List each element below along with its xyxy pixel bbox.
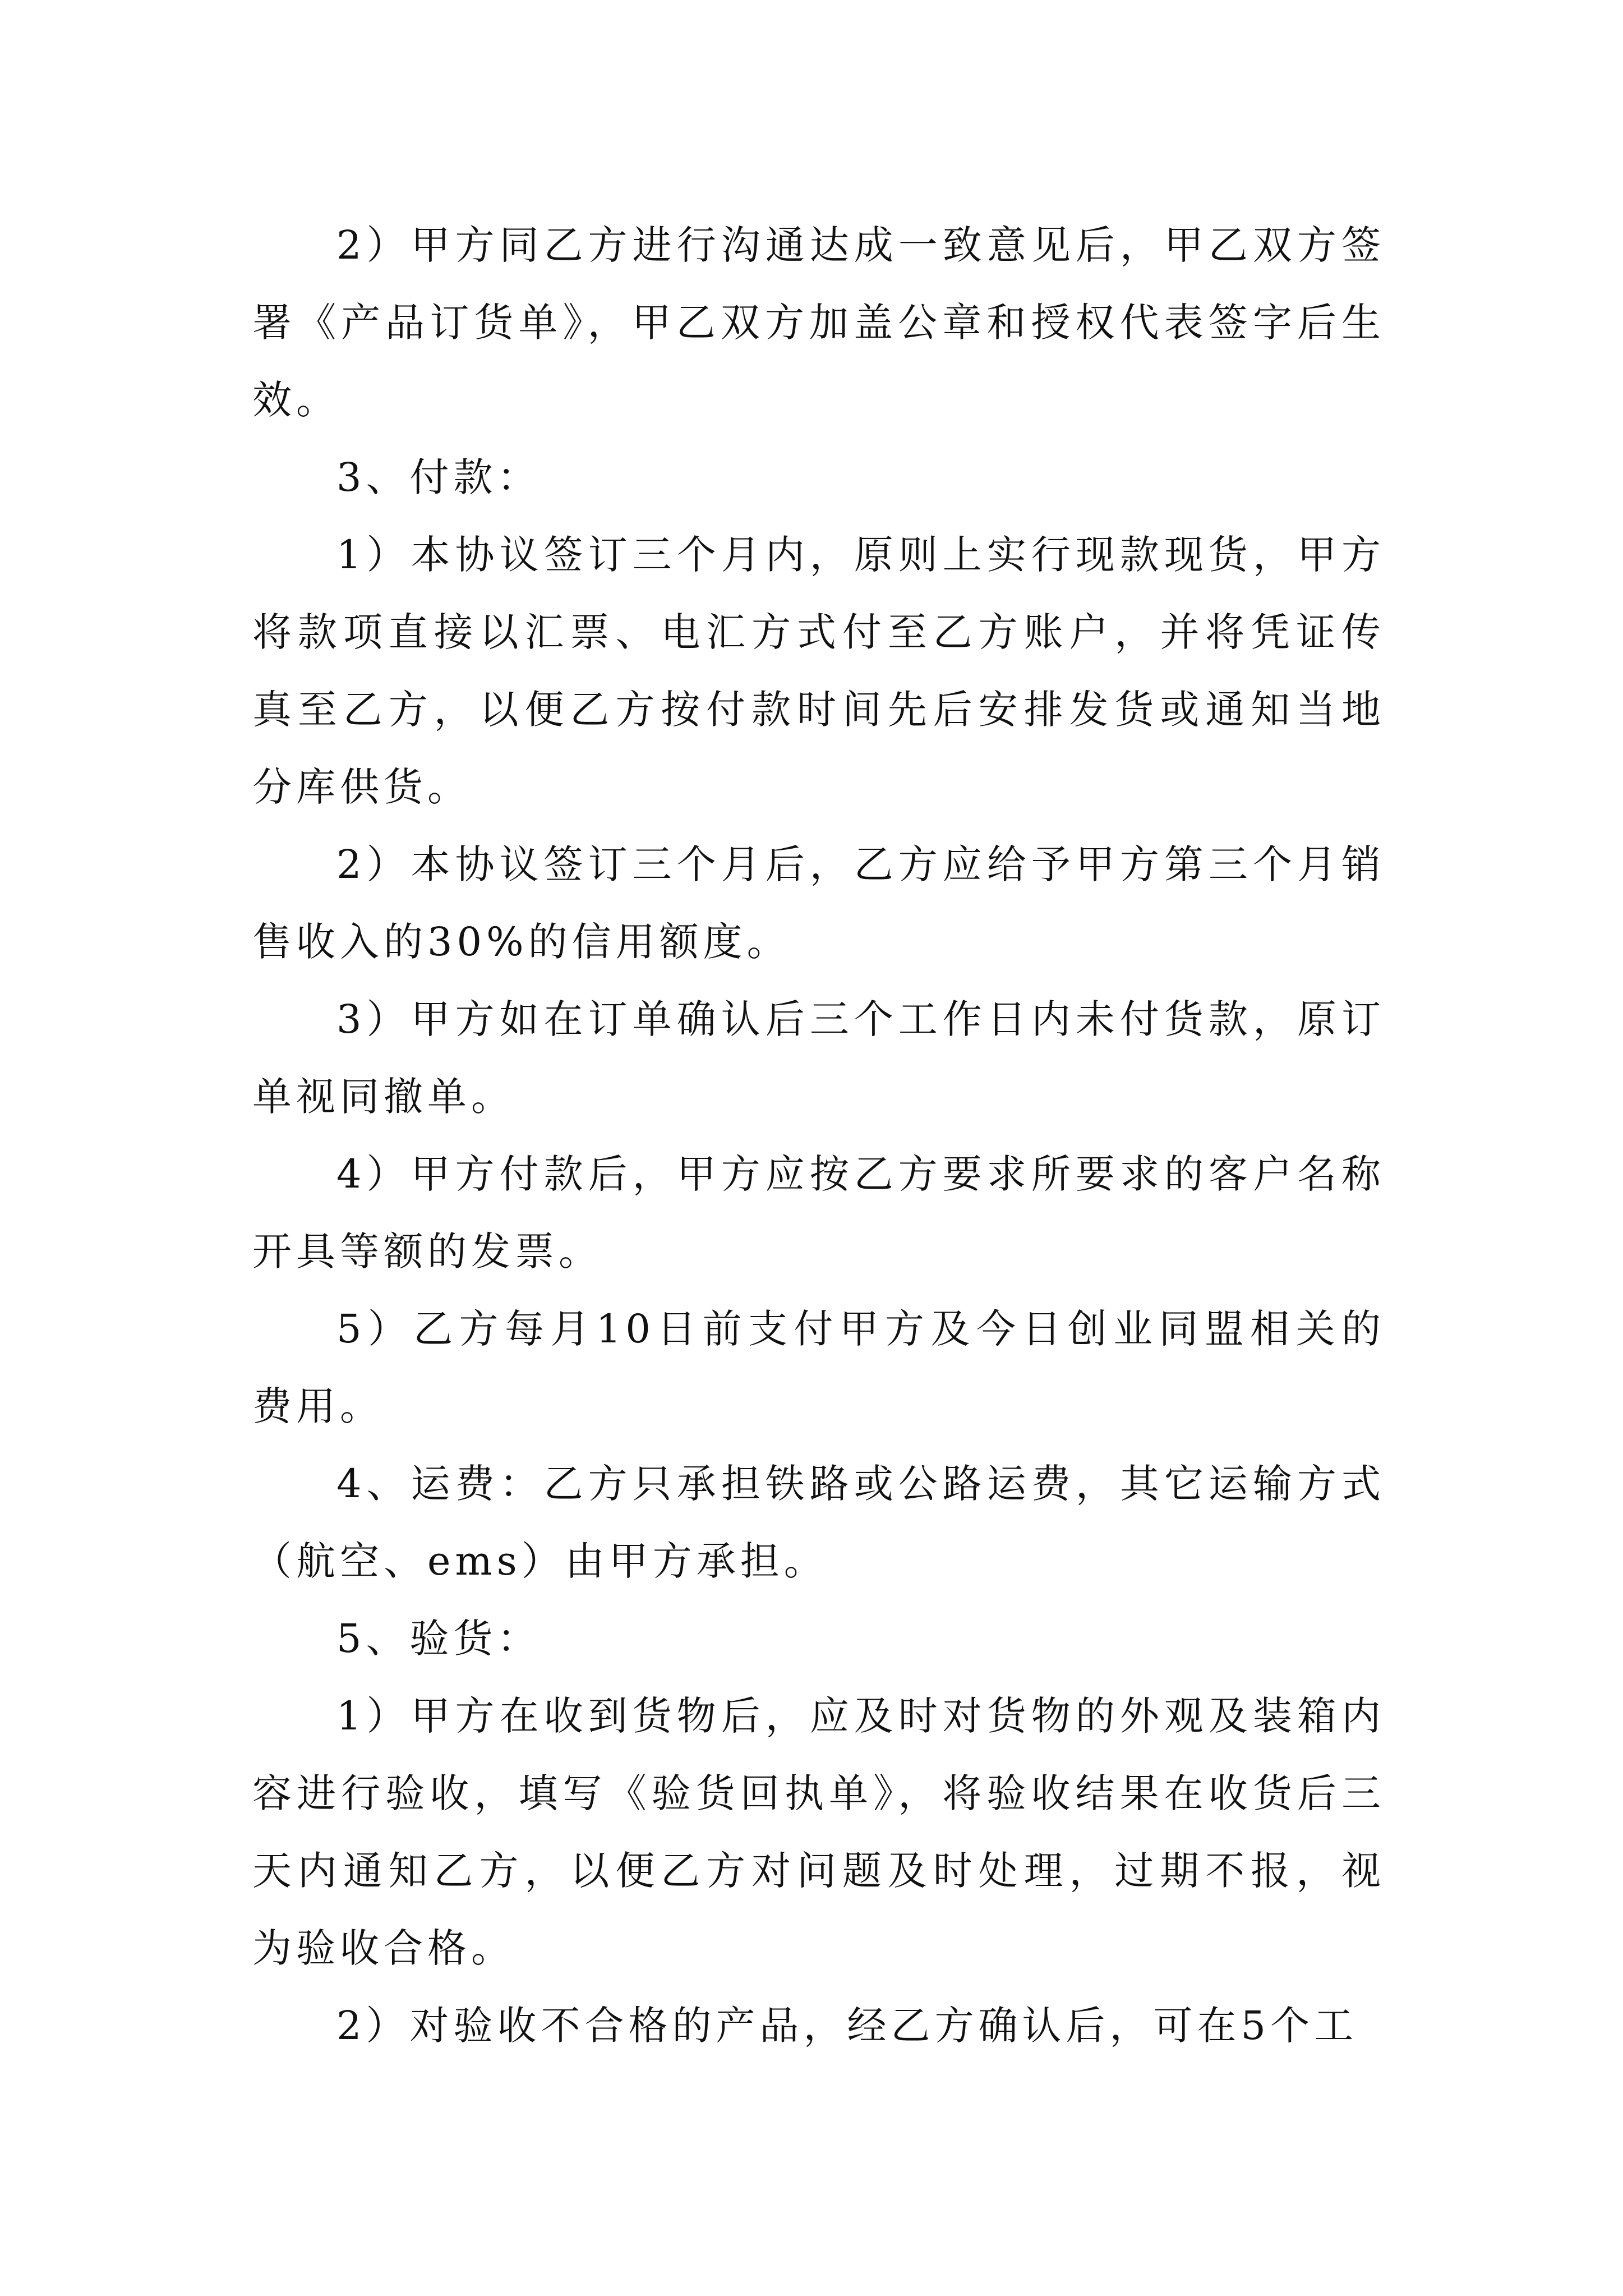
paragraph-payment-credit: 2）本协议签订三个月后，乙方应给予甲方第三个月销售收入的30%的信用额度。 [252,841,1385,965]
section-heading-inspection: 5、验货： [336,1616,541,1662]
paragraph-inspection-unqualified: 2）对验收不合格的产品，经乙方确认后，可在5个工 [336,2003,1358,2049]
document-body [252,206,1385,2064]
paragraph-order-confirmation: 2）甲方同乙方进行沟通达成一致意见后，甲乙双方签署《产品订货单》，甲乙双方加盖公章和授权代表签字后生效。 [252,222,1385,423]
paragraph-payment-invoice: 4）甲方付款后，甲方应按乙方要求所要求的客户名称开具等额的发票。 [252,1151,1385,1274]
paragraph-payment-cancel: 3）甲方如在订单确认后三个工作日内未付货款，原订单视同撤单。 [252,996,1385,1120]
paragraph-payment-cash: 1）本协议签订三个月内，原则上实行现款现货，甲方将款项直接以汇票、电汇方式付至乙方账户，并将凭证传真至乙方，以便乙方按付款时间先后安排发货或通知当地分库供货。 [252,532,1385,810]
section-heading-freight: 4、运费：乙方只承担铁路或公路运费，其它运输方式（航空、ems）由甲方承担。 [252,1461,1385,1584]
paragraph-payment-fees: 5）乙方每月10日前支付甲方及今日创业同盟相关的费用。 [252,1306,1385,1429]
paragraph-inspection-receipt: 1）甲方在收到货物后，应及时对货物的外观及装箱内容进行验收，填写《验货回执单》，将验收结果在收货后三天内通知乙方，以便乙方对问题及时处理，过期不报，视为验收合格。 [252,1693,1385,1971]
section-heading-payment: 3、付款： [336,454,541,500]
